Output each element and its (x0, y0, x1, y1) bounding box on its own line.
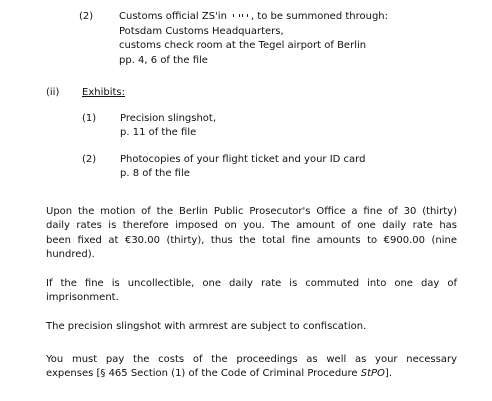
paragraph-line: You must pay the costs of the proceedings as well as your necessary (46, 354, 457, 365)
section-number: (ii) (46, 87, 60, 98)
paragraph-line: If the fine is uncollectible, one daily rate is commuted into one day of (46, 278, 457, 289)
exhibit-line-2: p. 11 of the file (120, 127, 197, 138)
item-number: (2) (79, 11, 94, 22)
confiscation-paragraph (46, 320, 457, 334)
section-heading: Exhibits: (82, 87, 125, 98)
stpo-abbreviation: StPO (360, 368, 385, 380)
exhibit-line-1: Photocopies of your flight ticket and your ID card (120, 154, 366, 165)
paragraph-line: expenses [§ 465 Section (1) of the Code of Criminal Procedure StPO]. (46, 368, 393, 380)
paragraph-line: hundred). (46, 248, 95, 260)
costs-paragraph (46, 353, 457, 382)
uncollectible-paragraph (46, 277, 457, 306)
paragraph-line: been fixed at €30.00 (thirty), thus the total fine amounts to €900.00 (nine (46, 234, 457, 246)
witness-line-2: Potsdam Customs Headquarters, (119, 26, 284, 37)
exhibit-number: (2) (82, 154, 97, 165)
paragraph-line: daily rates is therefore imposed on you. The amount of one daily rate has (46, 220, 457, 232)
paragraph-line: imprisonment. (46, 292, 119, 304)
paragraph-line: The precision slingshot with armrest are subject to confiscation. (46, 321, 367, 332)
witness-line-1: Customs official ZS'in , to be summoned through: (119, 11, 389, 22)
paragraph-line: Upon the motion of the Berlin Public Prosecutor's Office a fine of 30 (thirty) (46, 206, 457, 217)
exhibit-number: (1) (82, 113, 97, 124)
witness-line-4: pp. 4, 6 of the file (119, 55, 208, 66)
exhibit-line-2: p. 8 of the file (120, 168, 190, 179)
witness-line-3: customs check room at the Tegel airport of Berlin (119, 40, 367, 51)
fine-paragraph (46, 205, 457, 262)
exhibit-line-1: Precision slingshot, (120, 113, 217, 124)
redaction-marks (227, 10, 251, 20)
